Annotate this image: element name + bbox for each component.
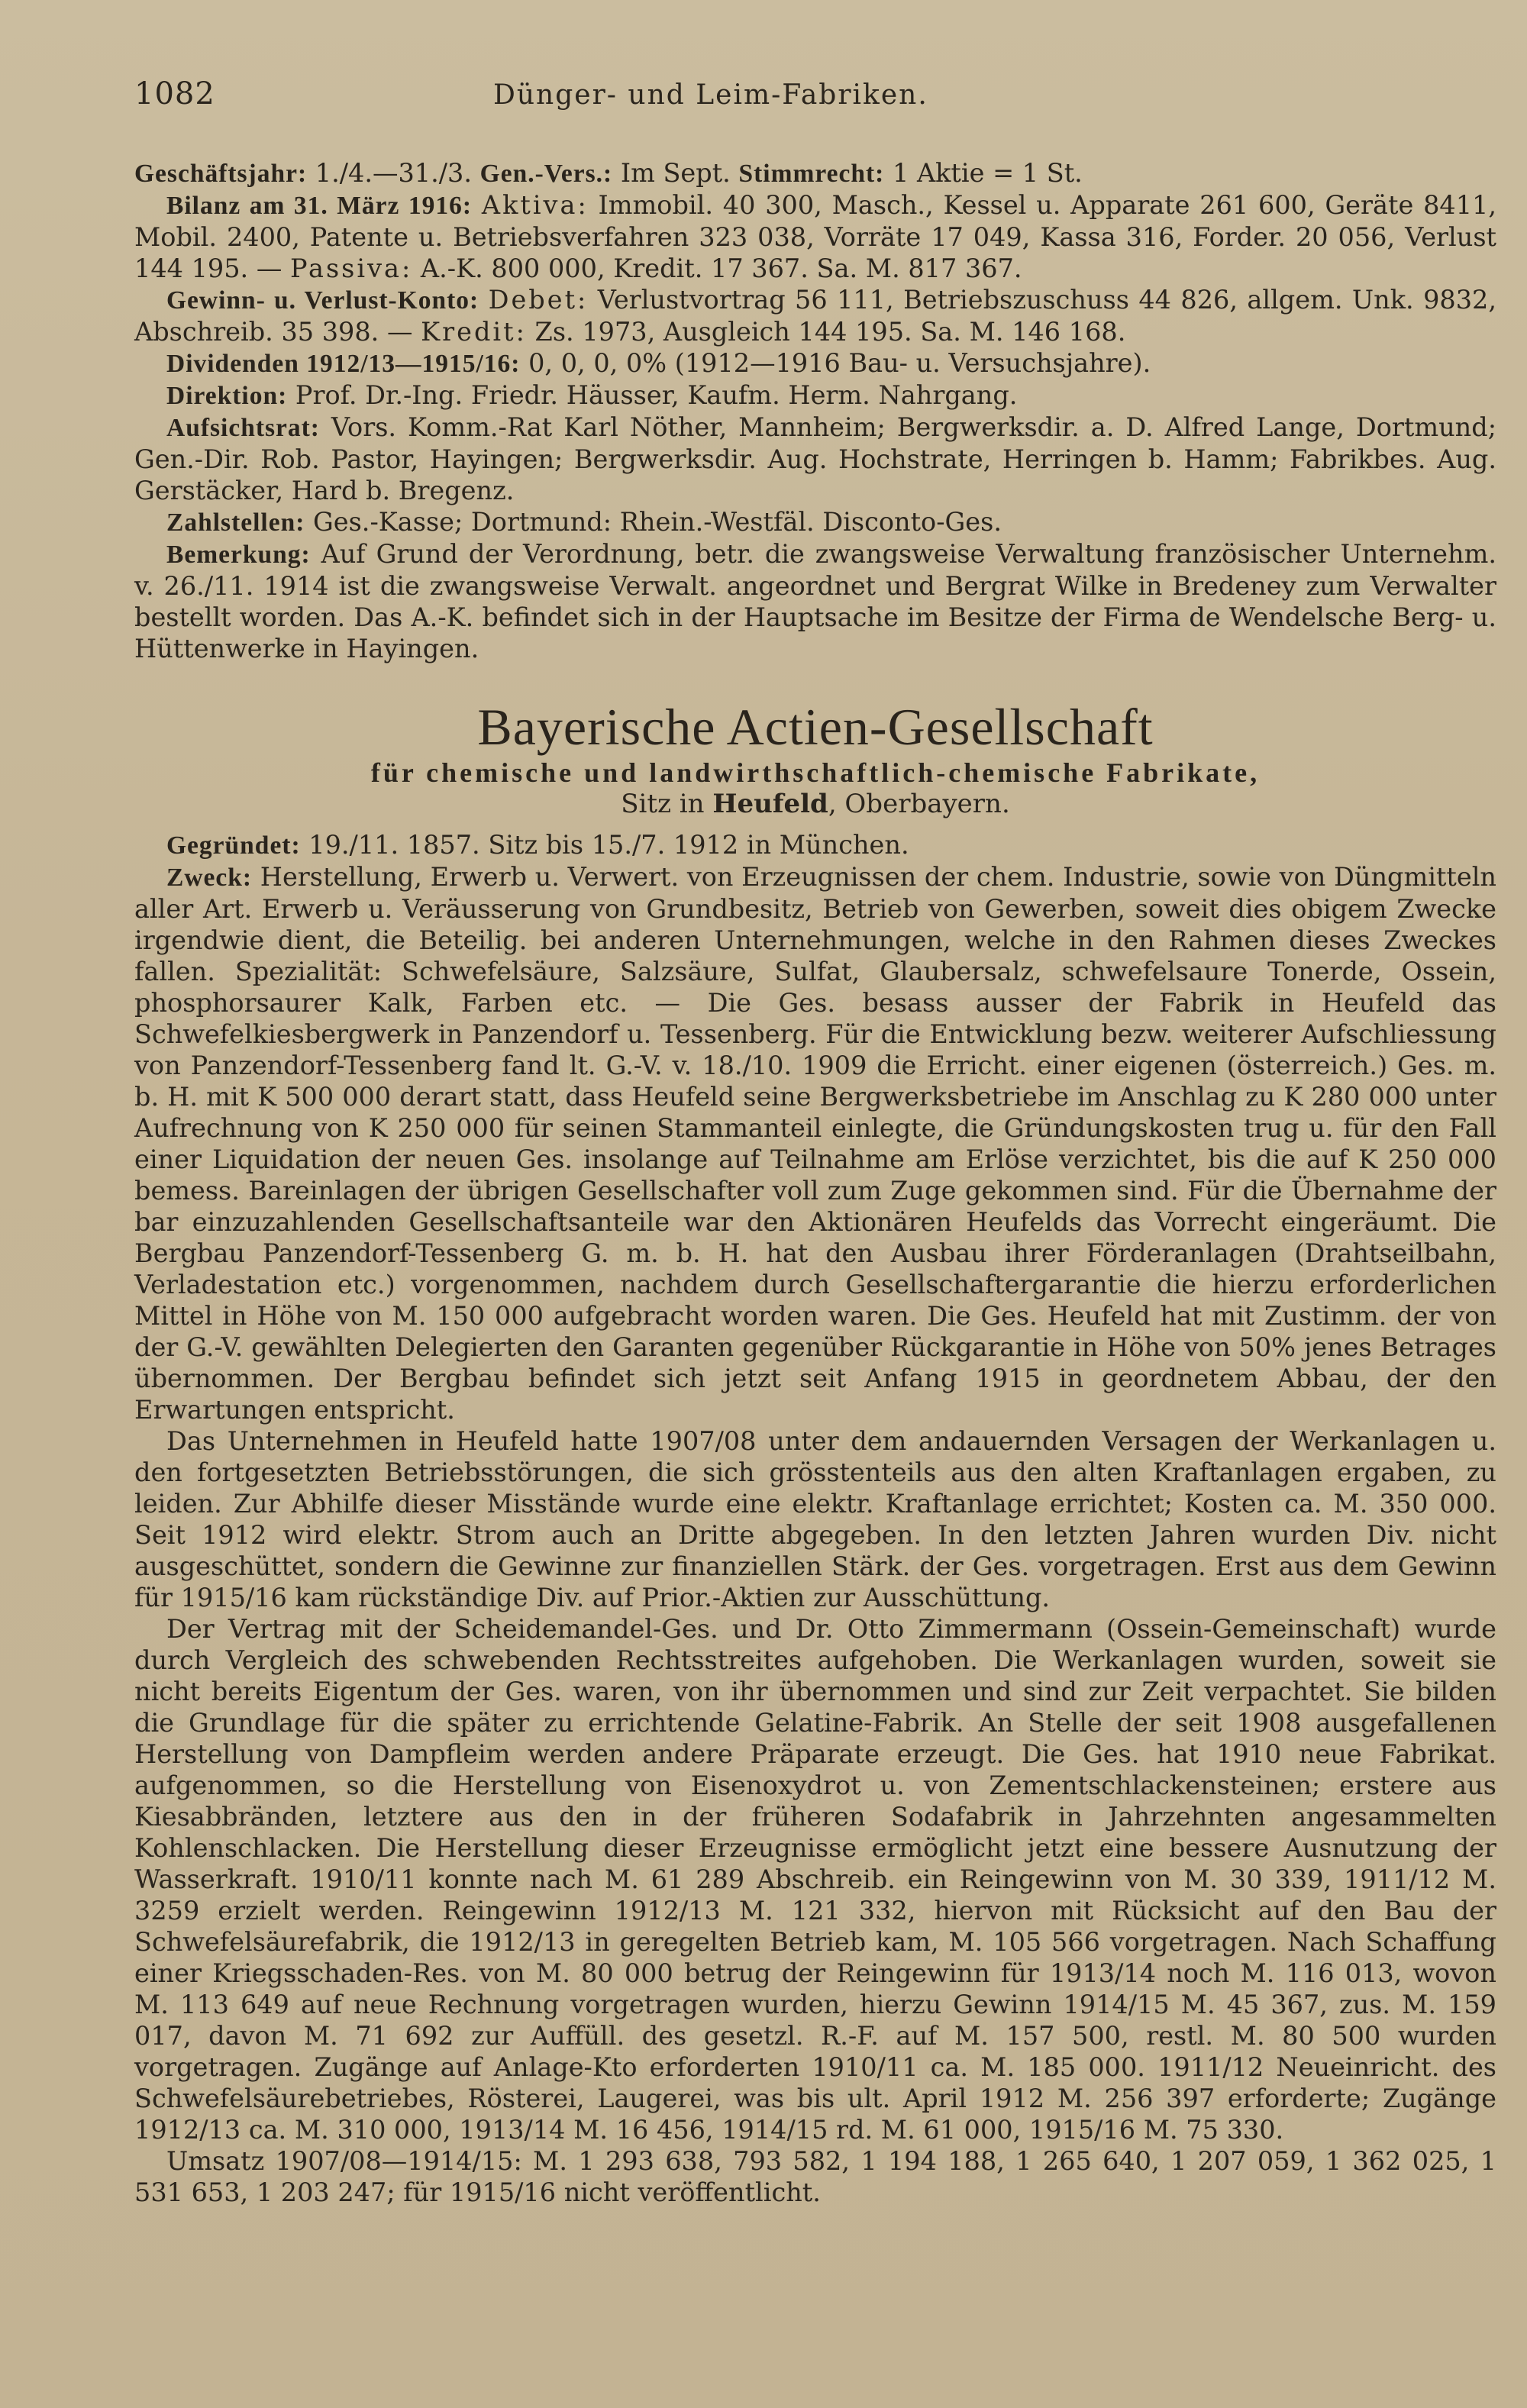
paragraph-umsatz: Umsatz 1907/08—1914/15: M. 1 293 638, 793 582, 1 194 188, 1 265 640, 1 207 059, 1 362 025, 1 531 653, 1 203 247; für 1915/16 nicht veröffentlicht.	[134, 2146, 1496, 2207]
entry-aufsichtsrat: Aufsichtsrat: Vors. Komm.-Rat Karl Nöther, Mannheim; Bergwerksdir. a. D. Alfred Lange, Dortmund; Gen.-Dir. Rob. Pastor, Hayingen; Bergwerksdir. Aug. Hochstrate, Herringen b. Hamm; Fabrikbes. Aug. Gerstäcker, Hard b. Bregenz.	[134, 412, 1496, 505]
paragraph-unternehmen: Das Unternehmen in Heufeld hatte 1907/08 unter dem andauernden Versagen der Werkanlagen u. den fortgesetzten Betriebsstörungen, die sich grösstenteils aus den alten Kraftanlagen ergaben, zu leiden. Zur Abhilfe dieser Misstände wurde eine elektr. Kraftanlage errichtet; Kosten ca. M. 350 000. Seit 1912 wird elektr. Strom auch an Dritte abgegeben. In den letzten Jahren wurden Div. nicht ausgeschüttet, sondern die Gewinne zur finanziellen Stärk. der Ges. vorgetragen. Erst aus dem Gewinn für 1915/16 kam rückständige Div. auf Prior.-Aktien zur Ausschüttung.	[134, 1426, 1496, 1612]
entry-bemerkung: Bemerkung: Auf Grund der Verordnung, betr. die zwangsweise Verwaltung französischer Unternehm. v. 26./11. 1914 ist die zwangsweise Verwalt. angeordnet und Bergrat Wilke in Bredeney zum Verwalter bestellt worden. Das A.-K. befindet sich in der Hauptsache im Besitze der Firma de Wendelsche Berg- u. Hüttenwerke in Hayingen.	[134, 539, 1496, 663]
entry-bilanz: Bilanz am 31. März 1916: Aktiva: Immobil. 40 300, Masch., Kessel u. Apparate 261 600, Geräte 8411, Mobil. 2400, Patente u. Betriebsverfahren 323 038, Vorräte 17 049, Kassa 316, Forder. 20 056, Verlust 144 195. — Passiva: A.-K. 800 000, Kredit. 17 367. Sa. M. 817 367.	[134, 190, 1496, 283]
company-title: Bayerische Actien-Gesellschaft	[477, 698, 1154, 756]
paragraph-vertrag: Der Vertrag mit der Scheidemandel-Ges. und Dr. Otto Zimmermann (Ossein-Gemeinschaft) wurde durch Vergleich des schwebenden Rechtsstreites aufgehoben. Die Werkanlagen wurden, soweit sie nicht bereits Eigentum der Ges. waren, von ihr übernommen und sind zur Zeit verpachtet. Sie bilden die Grundlage für die später zu errichtende Gelatine-Fabrik. An Stelle der seit 1908 ausgefallenen Herstellung von Dampfleim werden andere Präparate erzeugt. Die Ges. hat 1910 neue Fabrikat. aufgenommen, so die Herstellung von Eisenoxydrot u. von Zementschlackensteinen; erstere aus Kiesabbränden, letztere aus den in der früheren Sodafabrik in Jahrzehnten angesammelten Kohlenschlacken. Die Herstellung dieser Erzeugnisse ermöglicht jetzt eine bessere Ausnutzung der Wasserkraft. 1910/11 konnte nach M. 61 289 Abschreib. ein Reingewinn von M. 30 339, 1911/12 M. 3259 erzielt werden. Reingewinn 1912/13 M. 121 332, hiervon mit Rücksicht auf den Bau der Schwefelsäurefabrik, die 1912/13 in geregelten Betrieb kam, M. 105 566 vorgetragen. Nach Schaffung einer Kriegsschaden-Res. von M. 80 000 betrug der Reingewinn für 1913/14 noch M. 116 013, wovon M. 113 649 auf neue Rechnung vorgetragen wurden, hierzu Gewinn 1914/15 M. 45 367, zus. M. 159 017, davon M. 71 692 zur Auffüll. des gesetzl. R.-F. auf M. 157 500, restl. M. 80 500 wurden vorgetragen. Zugänge auf Anlage-Kto erforderten 1910/11 ca. M. 185 000. 1911/12 Neueinricht. des Schwefelsäurebetriebes, Rösterei, Laugerei, was bis ult. April 1912 M. 256 397 erforderte; Zugänge 1912/13 ca. M. 310 000, 1913/14 M. 16 456, 1914/15 rd. M. 61 000, 1915/16 M. 75 330.	[134, 1614, 1496, 2145]
company-entry	[134, 696, 1496, 2208]
page-header	[134, 76, 1496, 122]
company-subtitle: für chemische und landwirthschaftlich-chemische Fabrikate,	[370, 757, 1261, 788]
entry-direktion: Direktion: Prof. Dr.-Ing. Friedr. Häusser, Kaufm. Herm. Nahrgang.	[166, 380, 1018, 410]
entry-dividenden: Dividenden 1912/13—1915/16: 0, 0, 0, 0% (1912—1916 Bau- u. Versuchsjahre).	[166, 348, 1151, 378]
entry-zahlstellen: Zahlstellen: Ges.-Kasse; Dortmund: Rhein.-Westfäl. Disconto-Ges.	[166, 507, 1002, 537]
company-seat: Sitz in Heufeld, Oberbayern.	[621, 789, 1010, 819]
running-title: Dünger- und Leim-Fabriken.	[493, 79, 928, 111]
entry-zweck: Zweck: Herstellung, Erwerb u. Verwert. von Erzeugnissen der chem. Industrie, sowie von Düngmitteln aller Art. Erwerb u. Veräusserung von Grundbesitz, Betrieb von Gewerben, soweit dies obigem Zwecke irgendwie dient, die Beteilig. bei anderen Unternehmungen, welche in den Rahmen dieses Zweckes fallen. Spezialität: Schwefelsäure, Salzsäure, Sulfat, Glaubersalz, schwefelsaure Tonerde, Ossein, phosphorsaurer Kalk, Farben etc. — Die Ges. besass ausser der Fabrik in Heufeld das Schwefelkiesbergwerk in Panzendorf u. Tessenberg. Für die Entwicklung bezw. weiterer Aufschliessung von Panzendorf-Tessenberg fand lt. G.-V. v. 18./10. 1909 die Erricht. einer eigenen (österreich.) Ges. m. b. H. mit K 500 000 derart statt, dass Heufeld seine Bergwerksbetriebe im Anschlag zu K 280 000 unter Aufrechnung von K 250 000 für seinen Stammanteil einlegte, die Gründungskosten trug u. für den Fall einer Liquidation der neuen Ges. insolange auf Teilnahme am Erlöse verzichtet, bis die auf K 250 000 bemess. Bareinlagen der übrigen Gesellschafter voll zum Zuge gekommen sind. Für die Übernahme der bar einzuzahlenden Gesellschaftsanteile war den Aktionären Heufelds das Vorrecht eingeräumt. Die Bergbau Panzendorf-Tessenberg G. m. b. H. hat den Ausbau ihrer Förderanlagen (Drahtseilbahn, Verladestation etc.) vorgenommen, nachdem durch Gesellschaftergarantie die hierzu erforderlichen Mittel in Höhe von M. 150 000 aufgebracht worden waren. Die Ges. Heufeld hat mit Zustimm. der von der G.-V. gewählten Delegierten den Garanten gegenüber Rückgarantie in Höhe von 50% jenes Betrages übernommen. Der Bergbau befindet sich jetzt seit Anfang 1915 in geordnetem Abbau, der den Erwartungen entspricht.	[134, 862, 1496, 1425]
page-number: 1082	[134, 76, 215, 111]
entry-gegruendet: Gegründet: 19./11. 1857. Sitz bis 15./7. 1912 in München.	[166, 830, 909, 860]
previous-company-entry	[134, 157, 1496, 664]
entry-geschaeftsjahr: Geschäftsjahr: 1./4.—31./3. Gen.-Vers.: Im Sept. Stimmrecht: 1 Aktie = 1 St.	[134, 158, 1083, 188]
entry-gewinn-verlust: Gewinn- u. Verlust-Konto: Debet: Verlustvortrag 56 111, Betriebszuschuss 44 826, allgem. Unk. 9832, Abschreib. 35 398. — Kredit: Zs. 1973, Ausgleich 144 195. Sa. M. 146 168.	[134, 285, 1496, 347]
